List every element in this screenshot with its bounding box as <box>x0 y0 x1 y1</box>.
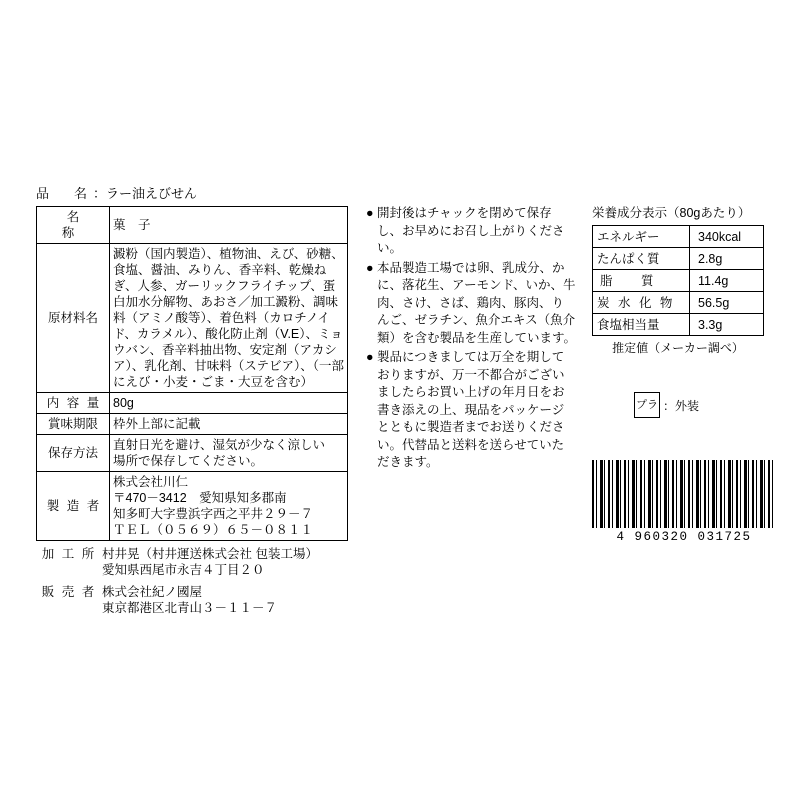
ingredient-panel <box>36 185 348 622</box>
spec-value-netweight: 80g <box>110 393 348 414</box>
nutrition-key-fat: 脂 質 <box>593 270 690 292</box>
spec-value-name: 菓 子 <box>110 207 348 244</box>
seller-value: 株式会社紀ノ國屋 東京都港区北青山３－１１－７ <box>102 585 278 615</box>
table-row <box>37 393 348 414</box>
plastic-recycle-icon: プラ <box>634 392 660 418</box>
table-row <box>37 244 348 393</box>
note-item <box>366 260 576 348</box>
table-row <box>593 226 764 248</box>
nutrition-panel <box>592 205 772 356</box>
note-text: 本品製造工場では卵、乳成分、かに、落花生、アーモンド、いか、牛肉、さけ、さば、鶏肉、豚肉、りんご、ゼラチン、魚介エキス（魚介類）を含む製品を生産しています。 <box>377 260 577 345</box>
note-item <box>366 205 576 258</box>
recycle-mark-label: ：外装 <box>663 398 700 413</box>
recycle-mark <box>634 392 699 418</box>
nutrition-table <box>592 225 764 336</box>
table-row <box>593 314 764 336</box>
spec-key-netweight: 内 容 量 <box>37 393 110 414</box>
processing-plant-row <box>36 546 348 578</box>
spec-key-bestbefore: 賞味期限 <box>37 414 110 435</box>
spec-key-manufacturer: 製 造 者 <box>37 472 110 541</box>
table-row <box>593 248 764 270</box>
spec-value-ingredients: 澱粉（国内製造）、植物油、えび、砂糖、 食塩、醤油、みりん、香辛料、乾燥ねぎ、人参、ガーリックフライチップ、蛋白加水分解物、あおさ／加工澱粉、調味料（アミノ酸等）、着色料（カロチノイド、カラメル）、酸化防止剤（V.E）、ミョウバン、香辛料抽出物、安定剤（アカシア）、乳化剤、甘味料（ステビア）、（一部にえび・小麦・ごま・大豆を含む） <box>110 244 348 393</box>
barcode-number: 4 960320 031725 <box>616 530 752 544</box>
note-text: 開封後はチャックを閉めて保存し、お早めにお召し上がりください。 <box>377 206 565 255</box>
note-text: 製品につきましては万全を期しておりますが、万一不都合がございましたらお買い上げの年月日をお書き添えの上、現品をパッケージとともに製造者までお送りください。代替品と送料を送らせていただきます。 <box>377 350 565 469</box>
spec-value-manufacturer: 株式会社川仁 〒470－3412 愛知県知多郡南 知多町大字豊浜字西之平井２９－７ ＴＥＬ（０５６９）６５－０８１１ <box>110 472 348 541</box>
table-row <box>37 414 348 435</box>
nutrition-value-carbohydrate: 56.5g <box>690 292 764 314</box>
nutrition-value-salt: 3.3g <box>690 314 764 336</box>
spec-key-ingredients: 原材料名 <box>37 244 110 393</box>
processing-plant-label: 加 工 所 <box>41 547 97 561</box>
table-row <box>593 270 764 292</box>
nutrition-title: 栄養成分表示（80gあたり） <box>592 206 751 220</box>
barcode-block <box>592 460 776 544</box>
product-name-value: ラー油えびせん <box>106 186 198 201</box>
bullet-icon: ● <box>366 350 374 364</box>
seller-row <box>36 584 348 616</box>
nutrition-note: 推定値（メーカー調べ） <box>612 341 744 355</box>
processing-plant-value: 村井晃（村井運送株式会社 包装工場） 愛知県西尾市永吉４丁目２０ <box>102 547 318 577</box>
seller-label: 販 売 者 <box>41 585 97 599</box>
product-name-label: 品 名 <box>36 186 94 201</box>
bullet-icon: ● <box>366 206 374 220</box>
nutrition-key-carbohydrate: 炭 水 化 物 <box>593 292 690 314</box>
product-name-line <box>36 185 348 202</box>
additional-info-rows <box>36 546 348 616</box>
nutrition-key-energy: エネルギー <box>593 226 690 248</box>
note-item <box>366 349 576 472</box>
table-row <box>593 292 764 314</box>
barcode-image <box>592 460 776 528</box>
product-name-separator: ： <box>93 186 107 201</box>
spec-key-name: 名 称 <box>37 207 110 244</box>
nutrition-value-fat: 11.4g <box>690 270 764 292</box>
nutrition-value-energy: 340kcal <box>690 226 764 248</box>
table-row <box>37 472 348 541</box>
spec-key-storage: 保存方法 <box>37 435 110 472</box>
spec-value-storage: 直射日光を避け、湿気が少なく涼しい 場所で保存してください。 <box>110 435 348 472</box>
spec-table <box>36 206 348 541</box>
spec-value-bestbefore: 枠外上部に記載 <box>110 414 348 435</box>
table-row <box>37 435 348 472</box>
notes-panel <box>366 205 576 474</box>
bullet-icon: ● <box>366 260 374 275</box>
table-row <box>37 207 348 244</box>
nutrition-key-protein: たんぱく質 <box>593 248 690 270</box>
nutrition-key-salt: 食塩相当量 <box>593 314 690 336</box>
nutrition-value-protein: 2.8g <box>690 248 764 270</box>
